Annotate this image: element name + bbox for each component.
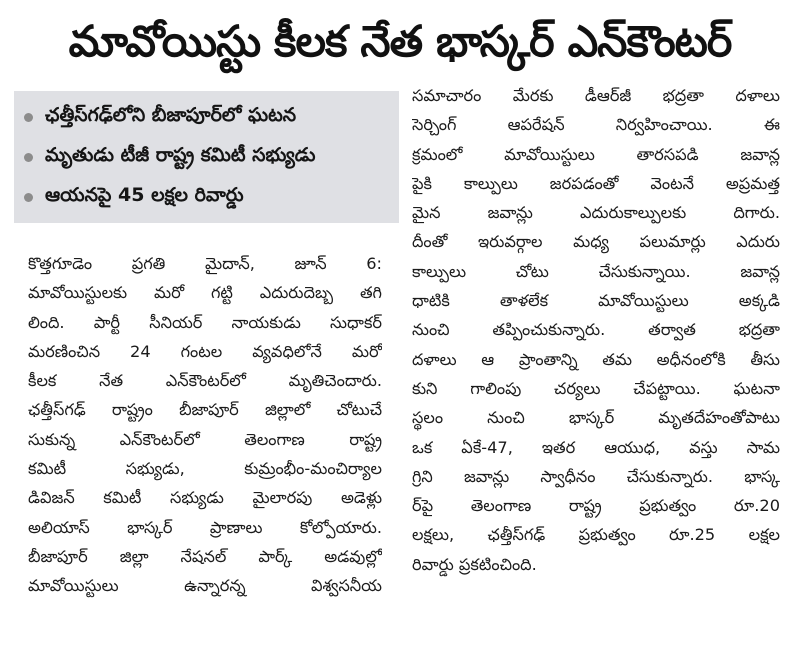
article-line: ధాటికి తాళలేక మావోయిస్టులు అక్కడి [412, 291, 780, 311]
highlight-item [24, 97, 399, 137]
article-line: బీజాపూర్ జిల్లా నేషనల్ పార్క్ అడవుల్లో [28, 546, 382, 566]
article-line: స్థలం నుంచి భాస్కర్ మృతదేహంతోపాటు [412, 408, 780, 428]
article-line: ఒక ఏకే-47, ఇతర ఆయుధ, వస్తు సామ [412, 437, 780, 457]
article-line: ఛత్తీస్‌గఢ్ రాష్ట్రం బీజాపూర్ జిల్లాలో చోటుచే [28, 400, 382, 420]
article-line: కమిటీ సభ్యుడు, కుమ్రంభీం-మంచిర్యాల [28, 459, 382, 479]
article-line: కాల్పులు చోటు చేసుకున్నాయి. జవాన్ల [412, 261, 780, 281]
article-line: రివార్డు ప్రకటించింది. [412, 554, 537, 574]
highlight-text: ఛత్తీస్‌గఢ్‌లోని బీజాపూర్‌లో ఘటన [45, 103, 297, 126]
article-line: కుని గాలింపు చర్యలు చేపట్టాయి. ఘటనా [412, 378, 780, 398]
article-line: మావోయిస్టులకు మరో గట్టి ఎదురుదెబ్బ తగి [28, 283, 382, 303]
article-line: కీలక నేత ఎన్‌కౌంటర్‌లో మృతిచెందారు. [28, 371, 382, 391]
article-line: క్రమంలో మావోయిస్టులు తారసపడి జవాన్ల [412, 144, 780, 164]
article-line: సెర్చింగ్ ఆపరేషన్ నిర్వహించాయి. ఈ [412, 115, 780, 135]
article-line: సుకున్న ఎన్‌కౌంటర్‌లో తెలంగాణ రాష్ట్ర [28, 429, 382, 449]
highlight-item [24, 137, 399, 177]
article-line: దీంతో ఇరువర్గాల మధ్య పలుమార్లు ఎదురు [412, 232, 780, 252]
highlights-list [14, 91, 399, 217]
article-line: మైన జవాన్లు ఎదురుకాల్పులకు దిగారు. [412, 203, 780, 223]
article-line: సమాచారం మేరకు డీఆర్‌జీ భద్రతా దళాలు [412, 86, 780, 105]
bullet-dot-icon [24, 153, 33, 162]
article-column-right [412, 81, 780, 579]
highlight-item [24, 177, 399, 217]
article-line: అలియాస్ భాస్కర్ ప్రాణాలు కోల్పోయారు. [28, 517, 382, 537]
article-line: డివిజన్ కమిటీ సభ్యుడు మైలారపు అడెళ్లు [28, 488, 382, 508]
article-line: ర్‌పై తెలంగాణ రాష్ట్ర ప్రభుత్వం రూ.20 [412, 496, 780, 516]
headline: మావోయిస్టు కీలక నేత భాస్కర్ ఎన్‌కౌంటర్ [68, 17, 732, 67]
article-line: మావోయిస్టులు ఉన్నారన్న విశ్వసనీయ [28, 576, 382, 596]
article-line: దళాలు ఆ ప్రాంతాన్ని తమ అధీనంలోకి తీసు [412, 349, 780, 369]
article-line: కొత్తగూడెం ప్రగతి మైదాన్, జూన్ 6: [28, 254, 382, 273]
highlight-text: మృతుడు టీజీ రాష్ట్ర కమిటీ సభ్యుడు [45, 143, 316, 166]
article-line: లింది. పార్టీ సీనియర్ నాయకుడు సుధాకర్ [28, 312, 382, 332]
bullet-dot-icon [24, 193, 33, 202]
highlight-text: ఆయనపై 45 లక్షల రివార్డు [45, 183, 244, 206]
article-line: లక్షలు, ఛత్తీస్‌గఢ్ ప్రభుత్వం రూ.25 లక్షల [412, 525, 780, 545]
article-line: పైకి కాల్పులు జరపడంతో వెంటనే అప్రమత్త [412, 173, 780, 193]
article-line: గ్రిని జవాన్లు స్వాధీనం చేసుకున్నారు. భాస్క [412, 466, 780, 486]
bullet-dot-icon [24, 113, 33, 122]
article-line: మరణించిన 24 గంటల వ్యవధిలోనే మరో [28, 341, 382, 361]
highlights-box [14, 91, 399, 223]
article-line: నుంచి తప్పించుకున్నారు. తర్వాత భద్రతా [412, 320, 780, 340]
article-column-left [28, 249, 382, 601]
